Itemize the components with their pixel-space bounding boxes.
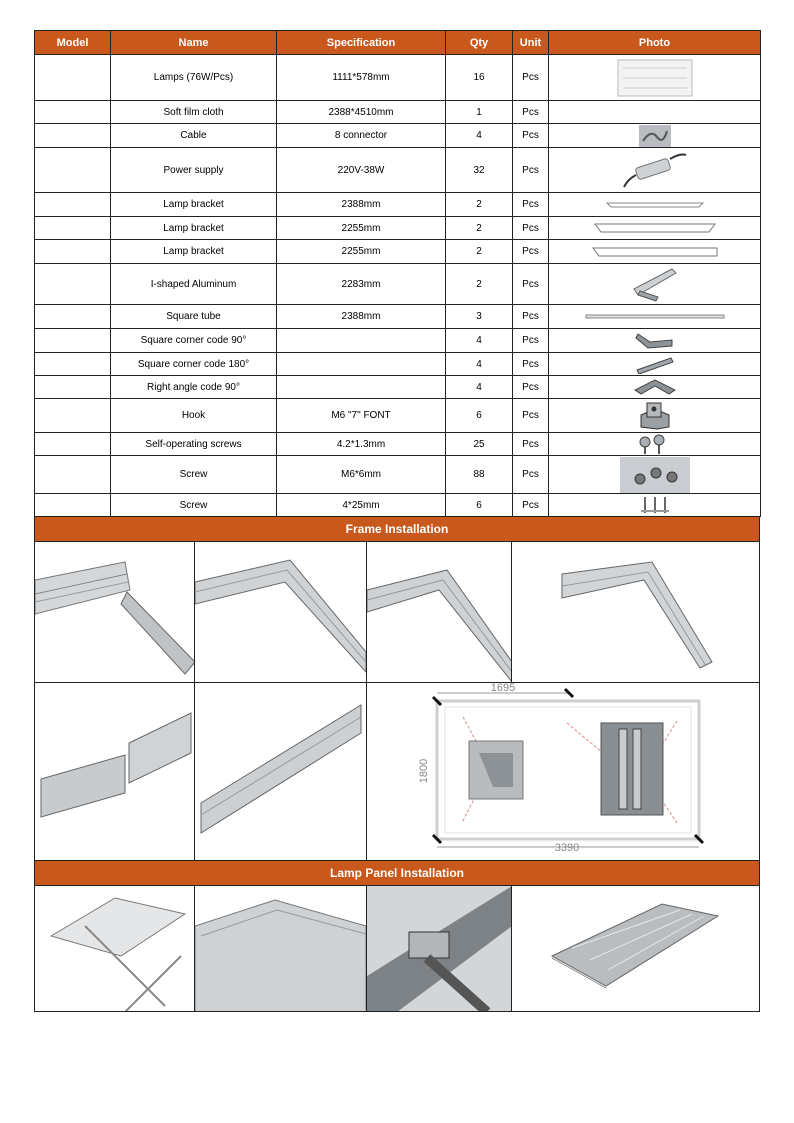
cell-unit: Pcs xyxy=(513,329,549,353)
table-row xyxy=(35,148,761,193)
cell-name: Hook xyxy=(111,399,277,433)
col-header-specification: Specification xyxy=(277,31,446,55)
cell-model xyxy=(35,124,111,148)
cell-unit: Pcs xyxy=(513,55,549,101)
cell-unit: Pcs xyxy=(513,217,549,240)
cell-model xyxy=(35,55,111,101)
dimension-diagram xyxy=(367,683,760,861)
frame-dimension-diagram xyxy=(367,683,760,861)
cell-name: Right angle code 90° xyxy=(111,376,277,399)
bracket-icon xyxy=(593,222,717,234)
cell-qty: 6 xyxy=(446,494,513,517)
cell-spec: 220V-38W xyxy=(277,148,446,193)
cell-spec xyxy=(277,376,446,399)
frame-photo xyxy=(195,683,366,861)
col-header-model: Model xyxy=(35,31,111,55)
bracket-icon xyxy=(605,200,705,210)
cell-name: Power supply xyxy=(111,148,277,193)
table-row xyxy=(35,399,761,433)
cell-qty: 2 xyxy=(446,264,513,305)
side-dimension-label: 1800 xyxy=(417,758,430,784)
lamp-photo xyxy=(367,886,512,1012)
cell-spec: 8 connector xyxy=(277,124,446,148)
frame-photo xyxy=(195,542,366,683)
cell-name: Screw xyxy=(111,456,277,494)
cell-qty: 4 xyxy=(446,376,513,399)
table-row xyxy=(35,193,761,217)
cell-photo xyxy=(549,456,761,494)
cell-qty: 4 xyxy=(446,353,513,376)
cell-qty: 2 xyxy=(446,240,513,264)
long-screw-icon xyxy=(637,495,673,515)
frame-photo xyxy=(35,683,195,861)
cell-qty: 3 xyxy=(446,305,513,329)
cell-model xyxy=(35,193,111,217)
col-header-name: Name xyxy=(111,31,277,55)
right-angle-icon xyxy=(633,376,677,398)
cell-photo xyxy=(549,264,761,305)
cell-photo xyxy=(549,124,761,148)
cell-photo xyxy=(549,399,761,433)
frame-rail-illustration xyxy=(195,683,366,861)
cell-model xyxy=(35,264,111,305)
lamp-panel-icon xyxy=(617,58,693,98)
cell-qty: 25 xyxy=(446,433,513,456)
table-header-row xyxy=(35,31,761,55)
cell-unit: Pcs xyxy=(513,101,549,124)
frame-photo xyxy=(367,542,512,683)
lamp-panel-assembly-illustration xyxy=(512,886,760,1012)
cell-name: Self-operating screws xyxy=(111,433,277,456)
cell-spec: 2388*4510mm xyxy=(277,101,446,124)
cell-name: Square tube xyxy=(111,305,277,329)
cell-qty: 16 xyxy=(446,55,513,101)
cell-qty: 6 xyxy=(446,399,513,433)
cell-unit: Pcs xyxy=(513,305,549,329)
table-row xyxy=(35,124,761,148)
frame-splice-illustration xyxy=(35,683,195,861)
tube-joint-illustration xyxy=(367,886,512,1012)
table-row xyxy=(35,101,761,124)
cell-photo xyxy=(549,240,761,264)
col-header-photo: Photo xyxy=(549,31,761,55)
cell-name: Soft film cloth xyxy=(111,101,277,124)
cell-model xyxy=(35,399,111,433)
cell-photo xyxy=(549,329,761,353)
cell-spec: 2388mm xyxy=(277,193,446,217)
cell-model xyxy=(35,148,111,193)
cell-qty: 4 xyxy=(446,329,513,353)
cell-model xyxy=(35,353,111,376)
table-row xyxy=(35,240,761,264)
lamp-frame-illustration xyxy=(35,886,195,1012)
table-row xyxy=(35,376,761,399)
corner-90-icon xyxy=(634,330,676,352)
cell-model xyxy=(35,240,111,264)
cell-photo xyxy=(549,353,761,376)
cell-spec: 2388mm xyxy=(277,305,446,329)
screw-icon xyxy=(620,457,690,493)
cell-spec: 2283mm xyxy=(277,264,446,305)
frame-corner-illustration xyxy=(195,542,366,683)
cell-unit: Pcs xyxy=(513,240,549,264)
lamp-photo-row xyxy=(34,886,760,1012)
table-row xyxy=(35,494,761,517)
cell-unit: Pcs xyxy=(513,353,549,376)
cell-model xyxy=(35,217,111,240)
spec-sheet xyxy=(34,30,760,1012)
cell-name: Square corner code 180° xyxy=(111,353,277,376)
frame-photo-row-1 xyxy=(34,542,760,683)
cell-qty: 32 xyxy=(446,148,513,193)
col-header-unit: Unit xyxy=(513,31,549,55)
bottom-dimension-label: 3390 xyxy=(554,842,579,854)
cell-name: I-shaped Aluminum xyxy=(111,264,277,305)
cell-model xyxy=(35,433,111,456)
lamp-photo xyxy=(195,886,366,1012)
cell-unit: Pcs xyxy=(513,124,549,148)
cell-model xyxy=(35,101,111,124)
power-supply-icon xyxy=(620,149,690,191)
cell-model xyxy=(35,456,111,494)
cell-name: Lamp bracket xyxy=(111,240,277,264)
lamp-photo xyxy=(35,886,195,1012)
cell-model xyxy=(35,494,111,517)
cell-name: Screw xyxy=(111,494,277,517)
square-tube-icon xyxy=(585,314,725,320)
cell-photo xyxy=(549,376,761,399)
cell-spec: 2255mm xyxy=(277,217,446,240)
cell-photo xyxy=(549,148,761,193)
cell-spec: M6 "7" FONT xyxy=(277,399,446,433)
cell-qty: 2 xyxy=(446,217,513,240)
cell-spec: 2255mm xyxy=(277,240,446,264)
frame-photo xyxy=(35,542,195,683)
table-row xyxy=(35,456,761,494)
cell-unit: Pcs xyxy=(513,193,549,217)
table-row xyxy=(35,55,761,101)
cell-spec: 1111*578mm xyxy=(277,55,446,101)
frame-corner-illustration xyxy=(367,542,512,683)
lamp-photo xyxy=(512,886,760,1012)
cell-photo xyxy=(549,433,761,456)
cell-name: Square corner code 90° xyxy=(111,329,277,353)
section-lamp-panel-installation: Lamp Panel Installation xyxy=(34,861,760,886)
cell-spec xyxy=(277,329,446,353)
cell-model xyxy=(35,305,111,329)
cell-spec xyxy=(277,353,446,376)
frame-corner-illustration xyxy=(512,542,760,683)
cell-qty: 1 xyxy=(446,101,513,124)
cell-name: Cable xyxy=(111,124,277,148)
cell-spec: 4.2*1.3mm xyxy=(277,433,446,456)
cell-spec: 4*25mm xyxy=(277,494,446,517)
cell-photo xyxy=(549,217,761,240)
aluminum-profile-icon xyxy=(632,265,678,303)
table-row xyxy=(35,353,761,376)
lamp-panel-corner-illustration xyxy=(195,886,366,1012)
frame-joint-illustration xyxy=(35,542,195,683)
col-header-qty: Qty xyxy=(446,31,513,55)
cell-qty: 4 xyxy=(446,124,513,148)
table-row xyxy=(35,217,761,240)
cell-unit: Pcs xyxy=(513,376,549,399)
cell-model xyxy=(35,329,111,353)
cable-icon xyxy=(639,125,671,147)
cell-unit: Pcs xyxy=(513,494,549,517)
cell-spec: M6*6mm xyxy=(277,456,446,494)
section-frame-installation: Frame Installation xyxy=(34,517,760,542)
hook-icon xyxy=(637,401,673,431)
top-dimension-label: 1695 xyxy=(490,683,515,694)
frame-photo xyxy=(512,542,760,683)
cell-photo xyxy=(549,305,761,329)
cell-photo xyxy=(549,101,761,124)
cell-photo xyxy=(549,494,761,517)
cell-unit: Pcs xyxy=(513,399,549,433)
cell-unit: Pcs xyxy=(513,433,549,456)
cell-qty: 88 xyxy=(446,456,513,494)
table-row xyxy=(35,433,761,456)
cell-unit: Pcs xyxy=(513,456,549,494)
cell-name: Lamp bracket xyxy=(111,217,277,240)
corner-180-icon xyxy=(635,354,675,374)
cell-photo xyxy=(549,55,761,101)
self-tapping-screw-icon xyxy=(635,434,675,454)
bracket-icon xyxy=(591,246,719,258)
cell-photo xyxy=(549,193,761,217)
cell-qty: 2 xyxy=(446,193,513,217)
cell-unit: Pcs xyxy=(513,148,549,193)
table-row xyxy=(35,264,761,305)
parts-table xyxy=(34,30,761,517)
cell-name: Lamp bracket xyxy=(111,193,277,217)
table-row xyxy=(35,329,761,353)
cell-name: Lamps (76W/Pcs) xyxy=(111,55,277,101)
cell-model xyxy=(35,376,111,399)
table-row xyxy=(35,305,761,329)
cell-unit: Pcs xyxy=(513,264,549,305)
frame-photo-row-2 xyxy=(34,683,760,861)
